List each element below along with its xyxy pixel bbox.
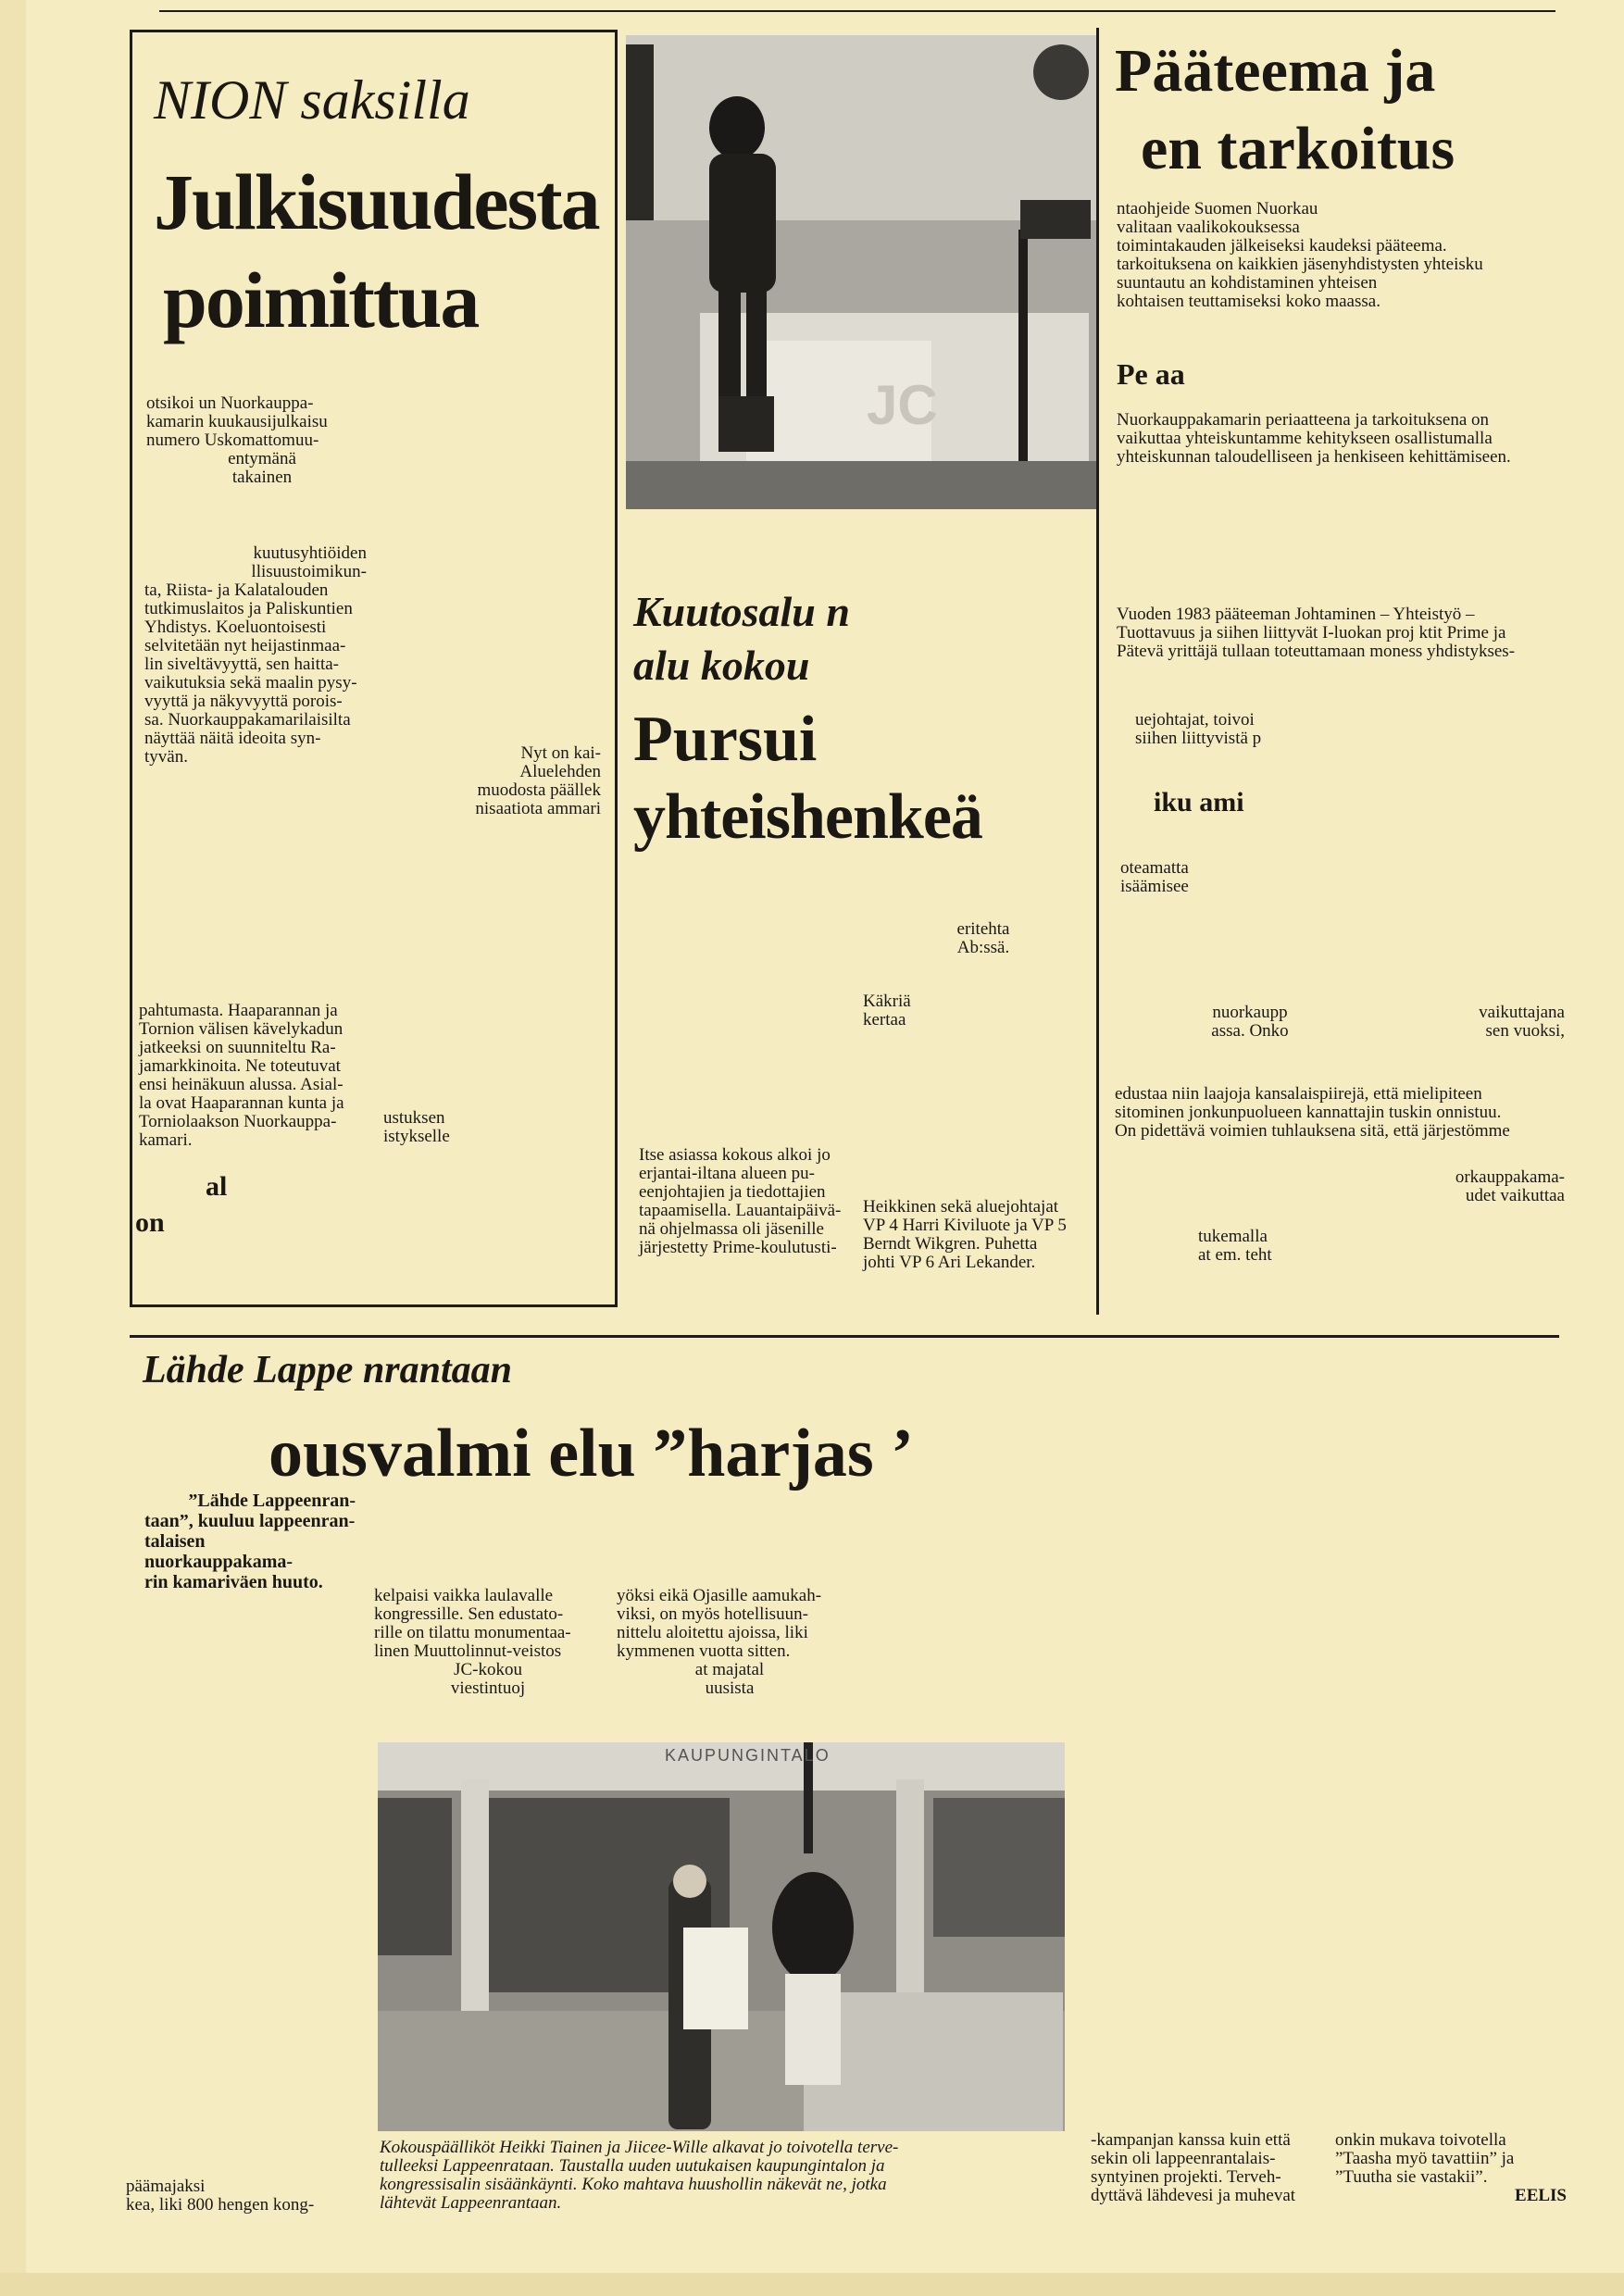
bottom-right-column-2: onkin mukava toivotella ”Taasha myö tavattiin” ja ”Tuutha sie vastakii”. EELIS bbox=[1335, 2130, 1567, 2205]
middle-fragment-1: eritehta Ab:ssä. bbox=[956, 919, 1010, 957]
left-paragraph-2: kuutusyhtiöiden llisuustoimikun- ta, Riista- ja Kalatalouden tutkimuslaitos ja Paliskuntien Yhdistys. Koeluontoisesti selvitetään nyt heijastinmaa- lin siveltävyyttä, sen haitta- vaikutuksia sekä maalin pysy- vyyttä ja näkyvyyttä porois- sa. Nuorkauppakamarilaisilta näyttää näitä ideoita syn- tyvän. bbox=[144, 543, 367, 767]
middle-headline-line1: Pursui bbox=[633, 704, 818, 775]
right-paragraph-4: uejohtajat, toivoi siihen liittyvistä p bbox=[1135, 710, 1262, 748]
right-headline-line2: en tarkoitus bbox=[1141, 115, 1455, 182]
left-paragraph-5: ustuksen istykselle bbox=[383, 1108, 450, 1146]
bottom-headline: ousvalmi elu ”harjas ’ bbox=[269, 1416, 914, 1491]
bottom-edge-shadow bbox=[0, 2273, 1624, 2296]
column-rule-right bbox=[1096, 28, 1099, 1315]
page-edge-shadow bbox=[0, 0, 26, 2296]
bottom-left-fragment: päämajaksi kea, liki 800 hengen kong- bbox=[126, 2177, 315, 2215]
snow-scene-graphic bbox=[626, 35, 1098, 509]
right-subhead-1: Pe aa bbox=[1117, 357, 1185, 391]
right-paragraph-5: oteamatta isäämisee bbox=[1120, 858, 1189, 896]
bottom-right-column-1: -kampanjan kanssa kuin että sekin oli lappeenrantalais- syntyinen projekti. Terveh- dyttävä lähdevesi ja muhevat bbox=[1091, 2130, 1296, 2205]
bottom-lead: ”Lähde Lappeenran- taan”, kuuluu lappeenran- talaisen nuorkauppakama- rin kamariväen huuto. bbox=[144, 1491, 356, 1592]
snow-sculpture-sign-text: JC bbox=[867, 374, 938, 436]
middle-paragraph-2: Heikkinen sekä aluejohtajat VP 4 Harri Kiviluote ja VP 5 Berndt Wikgren. Puhetta johti VP 6 Ari Lekander. bbox=[863, 1197, 1067, 1272]
left-paragraph-1: otsikoi un Nuorkauppa- kamarin kuukausijulkaisu numero Uskomattomuu- entymänä takainen bbox=[146, 393, 328, 487]
middle-kicker-line2: alu kokou bbox=[633, 642, 810, 689]
left-headline-line1: Julkisuudesta bbox=[154, 157, 599, 246]
snow-sculpture-photo bbox=[626, 35, 1098, 509]
bottom-column-1: kelpaisi vaikka laulavalle kongressille. Sen edustato- rille on tilattu monumentaa- linen Muuttolinnut-veistos JC-kokou viestintuoj bbox=[374, 1586, 571, 1698]
middle-headline-line2: yhteishenkeä bbox=[633, 781, 982, 853]
right-paragraph-7: edustaa niin laajoja kansalaispiirejä, että mielipiteen sitominen jonkunpuolueen kannattajin tuskin onnistuu. On pidettävä voimien tuhlauksena sitä, että järjestömme bbox=[1115, 1084, 1510, 1141]
top-rule bbox=[159, 10, 1555, 12]
right-headline-line1: Pääteema ja bbox=[1115, 37, 1436, 105]
left-fragment-al: al bbox=[206, 1171, 228, 1202]
section-separator bbox=[130, 1335, 1559, 1338]
town-hall-sign: KAUPUNGINTALO bbox=[665, 1746, 831, 1765]
right-paragraph-3: Vuoden 1983 pääteeman Johtaminen – Yhteistyö – Tuottavuus ja siihen liittyvät I-luokan proj ktit Prime ja Pätevä yrittäjä tullaan toteuttamaan moness yhdistykses- bbox=[1117, 605, 1516, 661]
middle-kicker-line1: Kuutosalu n bbox=[633, 588, 850, 635]
author-signature: EELIS bbox=[1515, 2186, 1567, 2205]
left-fragment-on: on bbox=[135, 1207, 165, 1238]
right-paragraph-6-right: vaikuttajana sen vuoksi, bbox=[1479, 1003, 1565, 1041]
right-subhead-2: iku ami bbox=[1154, 787, 1244, 817]
right-paragraph-2: Nuorkauppakamarin periaatteena ja tarkoituksena on vaikuttaa yhteiskuntamme kehitykseen osallistumalla yhteiskunnan taloudelliseen ja henkiseen kehittämiseen. bbox=[1117, 410, 1511, 467]
left-paragraph-3: Nyt on kai- Aluelehden muodosta päällek nisaatiota ammari bbox=[475, 743, 601, 818]
bottom-column-2: yöksi eikä Ojasille aamukah- viksi, on myös hotellisuun- nittelu aloitettu ajoissa, liki kymmenen vuotta sitten. at majatal uusista bbox=[617, 1586, 822, 1698]
town-hall-photo bbox=[378, 1742, 1065, 2131]
left-headline-line2: poimittua bbox=[163, 256, 479, 344]
middle-fragment-2: Käkriä kertaa bbox=[863, 992, 911, 1029]
bottom-kicker: Lähde Lappe nrantaan bbox=[143, 1349, 513, 1391]
right-intro: ntaohjeide Suomen Nuorkau valitaan vaalikokouksessa toimintakauden jälkeiseksi kaudeksi pääteema. tarkoituksena on kaikkien jäsenyhdistysten yhteisku suuntautu an kohdistaminen yhteisen kohtaisen teuttamiseksi koko maassa. bbox=[1117, 199, 1483, 311]
right-paragraph-6-left: nuorkaupp assa. Onko bbox=[1211, 1003, 1289, 1041]
photo-caption: Kokouspäälliköt Heikki Tiainen ja Jiicee-Wille alkavat jo toivotella terve- tulleeksi Lappeenrataan. Taustalla uuden uutukaisen kaupungintalon ja kongressisalin sisäänkäynti. Koko mahtava huushollin näkevät ne, jotka lähtevät Lappeenrantaan. bbox=[380, 2138, 899, 2213]
left-paragraph-4: pahtumasta. Haaparannan ja Tornion välisen kävelykadun jatkeeksi on suunniteltu Ra- jamarkkinoita. Ne toteutuvat ensi heinäkuun alussa. Asial- la ovat Haaparannan kunta ja Torniolaakson Nuorkauppa- kamari. bbox=[139, 1001, 344, 1150]
town-hall-graphic bbox=[378, 1742, 1065, 2131]
left-kicker: NION saksilla bbox=[154, 69, 470, 131]
middle-paragraph-1: Itse asiassa kokous alkoi jo erjantai-iltana alueen pu- eenjohtajien ja tiedottajien tapaamisella. Lauantaipäivä- nä ohjelmassa oli jäsenille järjestetty Prime-koulutusti- bbox=[639, 1145, 842, 1257]
right-paragraph-8: orkauppakama- udet vaikuttaa bbox=[1455, 1167, 1565, 1205]
right-paragraph-9: tukemalla at em. teht bbox=[1198, 1227, 1272, 1265]
